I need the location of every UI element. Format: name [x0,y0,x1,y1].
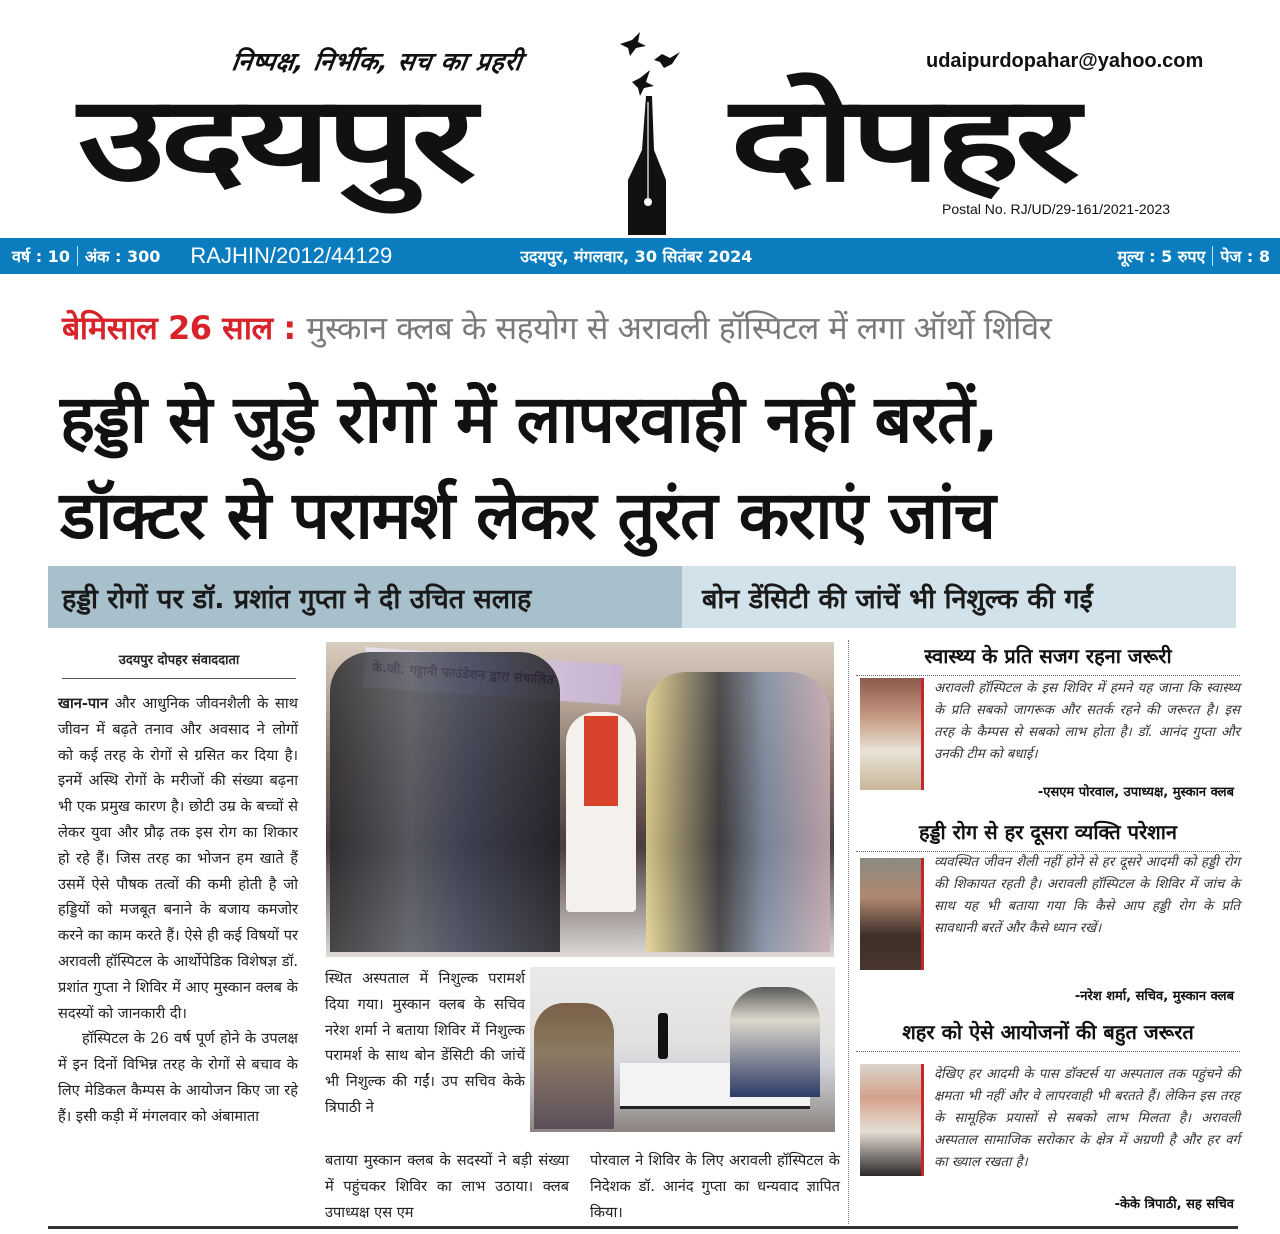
article-column-2: स्थित अस्पताल में निशुल्क परामर्श दिया गया। मुस्कान क्लब के सचिव नरेश शर्मा ने बताया शिविर में निशुल्क परामर्श के साथ बोन डेंसिटी की जांचें भी निशुल्क की गईं। उप सचिव केके त्रिपाठी ने [325,970,525,1116]
article-column-3: पोरवाल ने शिविर के लिए अरावली हॉस्पिटल के निदेशक डॉ. आनंद गुप्ता का धन्यवाद ज्ञापित किया। [590,1152,840,1221]
pen-nib-with-doves-icon [610,30,690,235]
price-label: मूल्य : 5 रुपए [1117,247,1206,266]
subheadline-left: हड्डी रोगों पर डॉ. प्रशांत गुप्ता ने दी उचित सलाह [48,566,682,628]
newspaper-title-right: दोपहर [730,70,1075,208]
article-column-1 [58,691,298,1130]
issue-info-bar [0,238,1280,274]
quote-attribution-2: -नरेश शर्मा, सचिव, मुस्कान क्लब [1074,989,1234,1004]
quote-portrait-1 [860,678,924,790]
kicker-text: मुस्कान क्लब के सहयोग से अरावली हॉस्पिटल में लगा ऑर्थो शिविर [306,309,1052,347]
article-kicker [62,306,1051,349]
lead-word: खान-पान [58,695,109,712]
doctor-consult-figure [730,987,820,1097]
group-photo [326,642,834,957]
paragraph-2: हॉस्पिटल के 26 वर्ष पूर्ण होने के उपलक्ष में इन दिनों विभिन्न तरह के रोगों से बचाव के लिए मेडिकल कैम्पस के आयोजन किए जा रहे हैं। इसी कड़ी में मंगलवार को अंबामाता [58,1030,298,1125]
quote-heading-1: स्वास्थ्य के प्रति सजग रहना जरूरी [856,642,1240,676]
issue-label: अंक : 300 [84,247,161,266]
headline-line-1: हड्डी से जुड़े रोगों में लापरवाही नहीं बरतें, [60,381,998,458]
headline-line-2: डॉक्टर से परामर्श लेकर तुरंत कराएं जांच [60,477,995,554]
patient-figure [534,1003,614,1129]
doctor-stole [584,716,618,806]
byline: उदयपुर दोपहर संवाददाता [62,650,296,679]
year-label: वर्ष : 10 [12,247,70,266]
quote-portrait-3 [860,1064,924,1176]
quote-attribution-1: -एसएम पोरवाल, उपाध्यक्ष, मुस्कान क्लब [1037,785,1234,800]
registration-number: RAJHIN/2012/44129 [190,243,393,268]
column-divider [848,640,849,1224]
subheadline-right: बोन डेंसिटी की जांचें भी निशुल्क की गईं [682,566,1236,628]
article-column-2-continued: बताया मुस्कान क्लब के सदस्यों ने बड़ी संख्या में पहुंचकर शिविर का लाभ उठाया। क्लब उपाध्यक्ष एस एम [325,1152,569,1221]
quote-text-3: देखिए हर आदमी के पास डॉक्टर्स या अस्पताल तक पहुंचने की क्षमता भी नहीं और वे लापरवाही भी बरतते हैं। लेकिन इस तरह के सामूहिक प्रयासों से सबको लाभ मिलता है। अरावली अस्पताल सामाजिक सरोकार के क्षेत्र में अग्रणी है और हर वर्ग का ख्याल रखता है। [934,1067,1240,1170]
article-headline [60,372,1260,564]
crowd-left [330,652,560,952]
masthead [0,0,1280,236]
bottom-rule [48,1226,1238,1229]
kicker-highlight: बेमिसाल 26 साल [62,309,273,347]
kicker-separator: : [272,309,307,347]
bottle [658,1013,668,1059]
dateline: उदयपुर, मंगलवार, 30 सितंबर 2024 [520,247,753,266]
quote-heading-2: हड्डी रोग से हर दूसरा व्यक्ति परेशान [856,818,1240,852]
paragraph-1: और आधुनिक जीवनशैली के साथ जीवन में बढ़ते तनाव और अवसाद ने लोगों को कई तरह के रोगों से ग्रसित कर दिया है। इनमें अस्थि रोगों के मरीजों की संख्या बढ़ना भी एक प्रमुख कारण है। छोटी उम्र के बच्चों से लेकर युवा और प्रौढ़ तक इस रोग का शिकार हो रहे हैं। जिस तरह का भोजन हम खाते हैं उसमें ऐसे पौषक तत्वों की कमी होती है जो हड्डियों को मजबूत बनाने के बजाय कमजोर करने का काम करते हैं। ऐसे ही कई विषयों पर अरावली हॉस्पिटल के आर्थोपेडिक विशेषज्ञ डॉ. प्रशांत गुप्ता ने शिविर में आए मुस्कान क्लब के सदस्यों को जानकारी दी। [58,695,298,1022]
quote-attribution-3: -केके त्रिपाठी, सह सचिव [1114,1197,1234,1212]
contact-email: udaipurdopahar@yahoo.com [926,50,1204,72]
quote-text-2: व्यवस्थित जीवन शैली नहीं होने से हर दूसरे आदमी को हड्डी रोग की शिकायत रहती है। अरावली हॉस्पिटल के शिविर में जांच के साथ यह भी बताया गया कि कैसे आप हड्डी रोग के प्रति सावधानी बरतें और कैसे ध्यान रखें। [934,855,1240,936]
quote-heading-3: शहर को ऐसे आयोजनों की बहुत जरूरत [856,1018,1240,1052]
divider [1212,246,1213,266]
page-count: पेज : 8 [1220,247,1270,266]
crowd-right [646,672,830,952]
divider [77,246,78,266]
quote-text-1: अरावली हॉस्पिटल के इस शिविर में हमने यह जाना कि स्वास्थ्य के प्रति सबको जागरूक और सतर्क रहने की जरूरत है। इस तरह के कैम्पस से सबको लाभ होता है। डॉ. आनंद गुप्ता और उनकी टीम को बधाई। [934,681,1240,762]
newspaper-title-left: उदयपुर [78,70,471,208]
postal-number: Postal No. RJ/UD/29-161/2021-2023 [942,201,1171,217]
tagline: निष्पक्ष, निर्भीक, सच का प्रहरी [229,47,525,76]
quote-portrait-2 [860,858,924,970]
consultation-photo [530,967,835,1132]
